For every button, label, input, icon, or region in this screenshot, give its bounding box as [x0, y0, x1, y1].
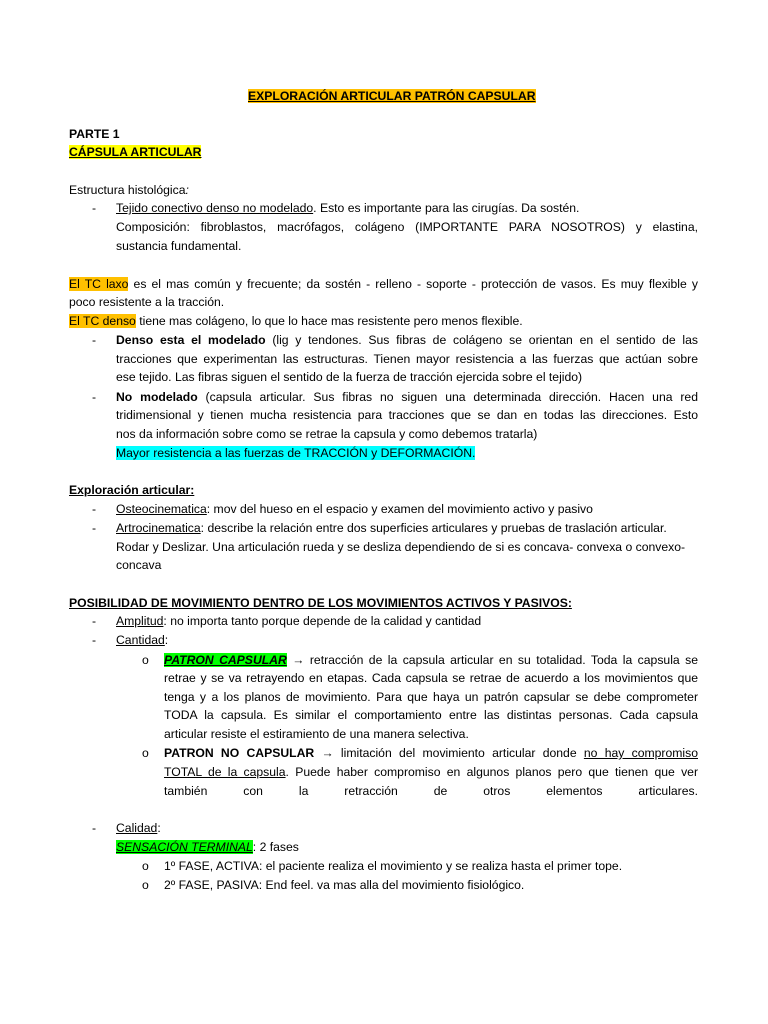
- bullet-dash: -: [92, 821, 97, 835]
- patron-capsular-line-2: retrae y se va retrayendo en etapas. Cada capsula se retrae de acuerdo a los movimientos que: [164, 671, 698, 685]
- bullet-circle: o: [142, 746, 149, 760]
- no-modelado-line-2: tridimensional y tienen mucha resistencia para tracciones que se dan en todas las direcciones. Esto: [116, 408, 698, 422]
- bullet-dash: -: [92, 633, 97, 647]
- bullet-dash: -: [92, 390, 97, 404]
- artrocinematica-line-1: Artrocinematica: describe la relación entre dos superficies articulares y pruebas de traslación articular.: [116, 521, 667, 535]
- no-modelado-line-3: nos da información sobre como se retrae la capsula y como debemos tratarla): [116, 427, 538, 441]
- amplitud-line: Amplitud: no importa tanto porque depende de la calidad y cantidad: [116, 614, 482, 628]
- bullet-circle: o: [142, 878, 149, 892]
- patron-no-capsular-line-1: PATRON NO CAPSULAR → limitación del movimiento articular donde no hay compromiso: [164, 746, 698, 760]
- posibilidad-heading: POSIBILIDAD DE MOVIMIENTO DENTRO DE LOS MOVIMIENTOS ACTIVOS Y PASIVOS:: [69, 596, 572, 610]
- capsula-heading: CÁPSULA ARTICULAR: [69, 145, 202, 159]
- modelado-line-3: ese tejido. Las fibras siguen el sentido de la fuerza de tracción ejercida sobre el tejido): [116, 370, 583, 384]
- patron-no-capsular-line-2: TOTAL de la capsula. Puede haber compromiso en algunos planos pero que tienen que ver: [164, 765, 698, 779]
- artrocinematica-line-2: Rodar y Deslizar. Una articulación rueda y se desliza dependiendo de si es concava- convexa o convexo-: [116, 540, 686, 554]
- tc-denso-line: El TC denso tiene mas colágeno, lo que lo hace mas resistente pero menos flexible.: [69, 314, 523, 328]
- tejido-line: Tejido conectivo denso no modelado. Esto es importante para las cirugías. Da sostén.: [116, 201, 580, 215]
- modelado-line-2: tracciones que experimentan las estructuras. Tienen mayor resistencia a las fuerzas que actúan sobre: [116, 352, 698, 366]
- artrocinematica-line-3: concava: [116, 558, 162, 572]
- estructura-heading: Estructura histológica:: [69, 183, 189, 197]
- tc-laxo-line-1: El TC laxo es el mas común y frecuente; da sostén - relleno - soporte - protección de vasos. Es muy flexible y: [69, 277, 698, 291]
- title-text: EXPLORACIÓN ARTICULAR PATRÓN CAPSULAR: [248, 89, 536, 103]
- patron-capsular-line-1: PATRON CAPSULAR → retracción de la capsula articular en su totalidad. Toda la capsula se: [164, 653, 698, 667]
- composicion-line-2: sustancia fundamental.: [116, 239, 242, 253]
- sensacion-terminal-line: SENSACIÓN TERMINAL: 2 fases: [116, 840, 299, 854]
- bullet-circle: o: [142, 653, 149, 667]
- patron-capsular-line-3: tenga y a los planos de movimiento. Para que haya un patrón capsular se debe comprometer: [164, 690, 698, 704]
- tc-laxo-line-2: poco resistente a la tracción.: [69, 295, 225, 309]
- fase-1-line: 1º FASE, ACTIVA: el paciente realiza el movimiento y se realiza hasta el primer tope.: [164, 859, 623, 873]
- modelado-line-1: Denso esta el modelado (lig y tendones. Sus fibras de colágeno se orientan en el sentido de las: [116, 333, 698, 347]
- patron-no-capsular-line-3: también con la retracción de otros elementos articulares.: [164, 784, 698, 798]
- part-heading: PARTE 1: [69, 127, 120, 141]
- patron-capsular-line-4: TODA la capsula. Es similar el comportamiento entre las distintas personas. Cada capsula: [164, 708, 698, 722]
- bullet-dash: -: [92, 521, 97, 535]
- bullet-dash: -: [92, 614, 97, 628]
- patron-capsular-line-5: articular resiste el estiramiento de una manera selectiva.: [164, 727, 469, 741]
- composicion-line-1: Composición: fibroblastos, macrófagos, colágeno (IMPORTANTE PARA NOSOTROS) y elastina,: [116, 220, 698, 234]
- osteocinematica-line: Osteocinematica: mov del hueso en el espacio y examen del movimiento activo y pasivo: [116, 502, 593, 516]
- bullet-circle: o: [142, 859, 149, 873]
- cantidad-line: Cantidad:: [116, 633, 169, 647]
- bullet-dash: -: [92, 502, 97, 516]
- bullet-dash: -: [92, 333, 97, 347]
- fase-2-line: 2º FASE, PASIVA: End feel. va mas alla del movimiento fisiológico.: [164, 878, 525, 892]
- mayor-resistencia-highlight: Mayor resistencia a las fuerzas de TRACCIÓN y DEFORMACIÓN.: [116, 446, 476, 460]
- bullet-dash: -: [92, 201, 97, 215]
- no-modelado-line-1: No modelado (capsula articular. Sus fibras no siguen una determinada dirección. Hacen una red: [116, 390, 698, 404]
- document-title: [248, 88, 536, 104]
- exploracion-heading: Exploración articular:: [69, 483, 195, 497]
- calidad-line: Calidad:: [116, 821, 161, 835]
